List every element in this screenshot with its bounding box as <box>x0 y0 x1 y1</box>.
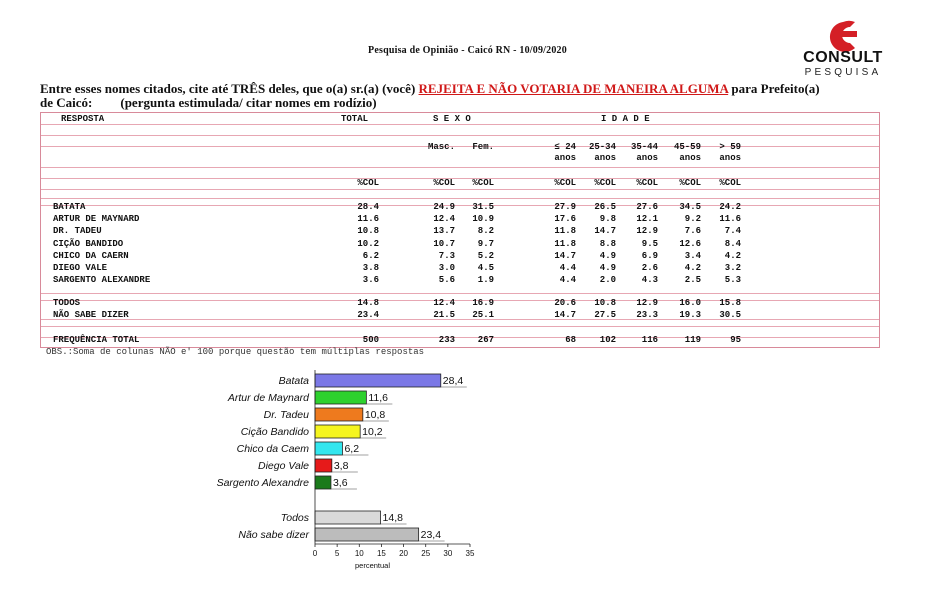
col-label: %COL <box>719 178 741 188</box>
table-cell: 7.3 <box>438 250 455 261</box>
bar <box>315 476 331 489</box>
table-cell: 3.2 <box>724 263 741 273</box>
table-cell: 6.2 <box>362 250 379 261</box>
bar-value-label: 23,4 <box>420 529 442 541</box>
table-divider <box>41 198 879 199</box>
x-axis-label: percentual <box>354 561 391 570</box>
table-row-name: CHICO DA CAERN <box>53 250 129 261</box>
table-cell: 27.6 <box>636 202 658 212</box>
table-cell: 11.6 <box>357 214 379 225</box>
table-cell: 4.9 <box>599 250 616 261</box>
table-cell: 20.6 <box>554 298 576 308</box>
question-highlight: REJEITA E NÃO VOTARIA DE MANEIRA ALGUMA <box>418 81 729 96</box>
bar-value-label: 11,6 <box>368 392 389 404</box>
table-cell: 14.7 <box>554 250 576 261</box>
table-cell: 3.8 <box>362 263 379 273</box>
table-cell: 12.1 <box>636 214 658 225</box>
table-cell: 15.8 <box>719 298 741 308</box>
table-cell: 27.5 <box>594 310 616 321</box>
bar-category-label: Sargento Alexandre <box>216 477 309 489</box>
bar-category-label: Não sabe dizer <box>238 529 309 541</box>
table-cell: 3.0 <box>438 263 455 273</box>
x-tick-label: 10 <box>354 549 364 558</box>
table-divider <box>41 293 879 294</box>
bar <box>315 425 360 438</box>
table-cell: 12.9 <box>636 298 658 308</box>
subheader-3: 25-34 <box>588 142 616 152</box>
table-cell: 95 <box>730 335 741 345</box>
table-divider <box>41 189 879 190</box>
table-cell: 4.5 <box>477 263 494 273</box>
table-row-name: ARTUR DE MAYNARD <box>53 214 140 225</box>
anos-label: anos <box>719 153 741 163</box>
table-cell: 4.4 <box>559 263 576 273</box>
table-cell: 10.8 <box>357 226 379 237</box>
table-cell: 68 <box>565 335 576 345</box>
table-cell: 267 <box>477 335 494 345</box>
x-tick-label: 5 <box>334 549 340 558</box>
table-cell: 8.2 <box>477 226 494 237</box>
bar-value-label: 6,2 <box>344 443 360 455</box>
table-cell: 31.5 <box>472 202 494 212</box>
question-text <box>40 82 900 110</box>
table-cell: 10.9 <box>472 214 494 225</box>
header-resposta: RESPOSTA <box>61 114 105 124</box>
table-cell: 2.0 <box>599 275 616 286</box>
table-cell: 14.7 <box>594 226 616 237</box>
subheader-6: > 59 <box>719 142 741 152</box>
table-cell: 5.2 <box>477 250 494 261</box>
col-label: %COL <box>472 178 494 188</box>
survey-title: Pesquisa de Opinião - Caicó RN - 10/09/2020 <box>368 45 567 56</box>
table-cell: 119 <box>684 335 701 345</box>
table-cell: 11.8 <box>554 238 576 249</box>
bar <box>315 511 381 524</box>
anos-label: anos <box>594 153 616 163</box>
table-cell: 4.2 <box>724 250 741 261</box>
results-table <box>40 112 880 348</box>
table-cell: 8.8 <box>599 238 616 249</box>
bar <box>315 408 363 421</box>
table-cell: 12.4 <box>433 214 455 225</box>
bar-category-label: Cição Bandido <box>240 426 309 438</box>
bar-value-label: 28,4 <box>442 375 464 387</box>
question-line2a: de Caicó: <box>40 95 93 110</box>
table-cell: 5.6 <box>438 275 455 286</box>
bar-value-label: 10,2 <box>362 426 383 438</box>
bar <box>315 442 342 455</box>
table-cell: 11.8 <box>554 226 576 237</box>
table-cell: 12.6 <box>679 238 701 249</box>
table-cell: 14.7 <box>554 310 576 321</box>
table-cell: 233 <box>438 335 455 345</box>
table-cell: 9.8 <box>599 214 616 225</box>
table-cell: 8.4 <box>724 238 741 249</box>
question-part1: Entre esses nomes citados, cite até TRÊS deles, que o(a) sr.(a) (você) <box>40 81 419 96</box>
logo-subtitle: PESQUISA <box>804 67 882 78</box>
header-total: TOTAL <box>341 114 369 124</box>
table-cell: 25.1 <box>472 310 494 321</box>
table-row-name: DIEGO VALE <box>53 263 108 273</box>
question-line2b: (pergunta estimulada/ citar nomes em rodízio) <box>120 95 377 110</box>
table-cell: 5.3 <box>724 275 741 286</box>
bar-value-label: 3,8 <box>333 460 349 472</box>
table-cell: 9.7 <box>477 238 494 249</box>
col-label: %COL <box>594 178 616 188</box>
table-cell: 6.9 <box>641 250 658 261</box>
col-label: %COL <box>679 178 701 188</box>
table-cell: 34.5 <box>679 202 701 212</box>
table-cell: 7.4 <box>724 226 741 237</box>
logo-text: CONSULT <box>803 49 883 66</box>
table-cell: 3.4 <box>684 250 701 261</box>
table-cell: 4.3 <box>641 275 658 286</box>
subheader-4: 35-44 <box>630 142 658 152</box>
table-row-name: NÃO SABE DIZER <box>53 310 129 321</box>
bar <box>315 459 332 472</box>
table-cell: 4.4 <box>559 275 576 286</box>
bar-category-label: Batata <box>278 375 309 387</box>
table-cell: 24.2 <box>719 202 741 212</box>
bar-category-label: Chico da Caem <box>236 443 309 455</box>
table-cell: 23.4 <box>357 310 379 321</box>
table-cell: 17.6 <box>554 214 576 225</box>
bar <box>315 528 419 541</box>
x-tick-label: 15 <box>376 549 386 558</box>
bar-value-label: 3,6 <box>332 477 348 489</box>
subheader-1: Fem. <box>472 142 494 152</box>
table-cell: 24.9 <box>433 202 455 212</box>
table-cell: 4.2 <box>684 263 701 273</box>
x-tick-label: 30 <box>443 549 453 558</box>
table-cell: 26.5 <box>594 202 616 212</box>
subheader-5: 45-59 <box>673 142 701 152</box>
table-cell: 12.4 <box>433 298 455 308</box>
col-label: %COL <box>433 178 455 188</box>
col-label: %COL <box>554 178 576 188</box>
x-tick-label: 0 <box>312 549 318 558</box>
header-idade: I D A D E <box>601 114 650 124</box>
table-cell: 12.9 <box>636 226 658 237</box>
table-row-name: FREQUÊNCIA TOTAL <box>53 335 140 345</box>
table-cell: 500 <box>362 335 379 345</box>
table-cell: 30.5 <box>719 310 741 321</box>
bar-category-label: Diego Vale <box>258 460 309 472</box>
bar-category-label: Artur de Maynard <box>227 392 309 404</box>
table-row-name: BATATA <box>53 202 86 212</box>
table-row-name: TODOS <box>53 298 81 308</box>
table-cell: 14.8 <box>357 298 379 308</box>
table-cell: 10.8 <box>594 298 616 308</box>
table-cell: 21.5 <box>433 310 455 321</box>
table-cell: 11.6 <box>719 214 741 225</box>
bar-value-label: 10,8 <box>364 409 386 421</box>
table-cell: 9.5 <box>641 238 658 249</box>
table-cell: 2.5 <box>684 275 701 286</box>
table-cell: 9.2 <box>684 214 701 225</box>
table-cell: 116 <box>641 335 658 345</box>
anos-label: anos <box>679 153 701 163</box>
x-tick-label: 25 <box>421 549 431 558</box>
table-cell: 23.3 <box>636 310 658 321</box>
table-cell: 7.6 <box>684 226 701 237</box>
table-cell: 4.9 <box>599 263 616 273</box>
obs-note: OBS.:Soma de colunas NÃO e' 100 porque questão tem múltiplas respostas <box>46 347 425 357</box>
bar <box>315 391 366 404</box>
x-tick-label: 20 <box>399 549 409 558</box>
subheader-0: Masc. <box>427 142 455 152</box>
x-tick-label: 35 <box>465 549 475 558</box>
header-sexo: S E X O <box>433 114 471 124</box>
table-cell: 19.3 <box>679 310 701 321</box>
anos-label: anos <box>636 153 658 163</box>
table-cell: 10.7 <box>433 238 455 249</box>
table-divider <box>41 326 879 327</box>
table-divider <box>41 135 879 136</box>
table-cell: 16.0 <box>679 298 701 308</box>
table-cell: 102 <box>599 335 616 345</box>
table-cell: 27.9 <box>554 202 576 212</box>
bar-category-label: Dr. Tadeu <box>263 409 309 421</box>
table-divider <box>41 167 879 168</box>
table-cell: 3.6 <box>362 275 379 286</box>
col-label: %COL <box>636 178 658 188</box>
table-row-name: CIÇÃO BANDIDO <box>53 238 124 249</box>
table-cell: 28.4 <box>357 202 379 212</box>
bar-category-label: Todos <box>280 512 309 524</box>
table-cell: 16.9 <box>472 298 494 308</box>
bar-value-label: 14,8 <box>382 512 403 524</box>
table-row-name: DR. TADEU <box>53 226 102 237</box>
col-label: %COL <box>357 178 379 188</box>
subheader-2: ≤ 24 <box>554 142 576 152</box>
table-cell: 2.6 <box>641 263 658 273</box>
question-part2: para Prefeito(a) <box>728 81 820 96</box>
table-cell: 10.2 <box>357 238 379 249</box>
table-row-name: SARGENTO ALEXANDRE <box>53 275 151 286</box>
anos-label: anos <box>554 153 576 163</box>
table-cell: 1.9 <box>477 275 494 286</box>
table-cell: 13.7 <box>433 226 455 237</box>
rejection-bar-chart <box>195 368 495 573</box>
bar <box>315 374 441 387</box>
